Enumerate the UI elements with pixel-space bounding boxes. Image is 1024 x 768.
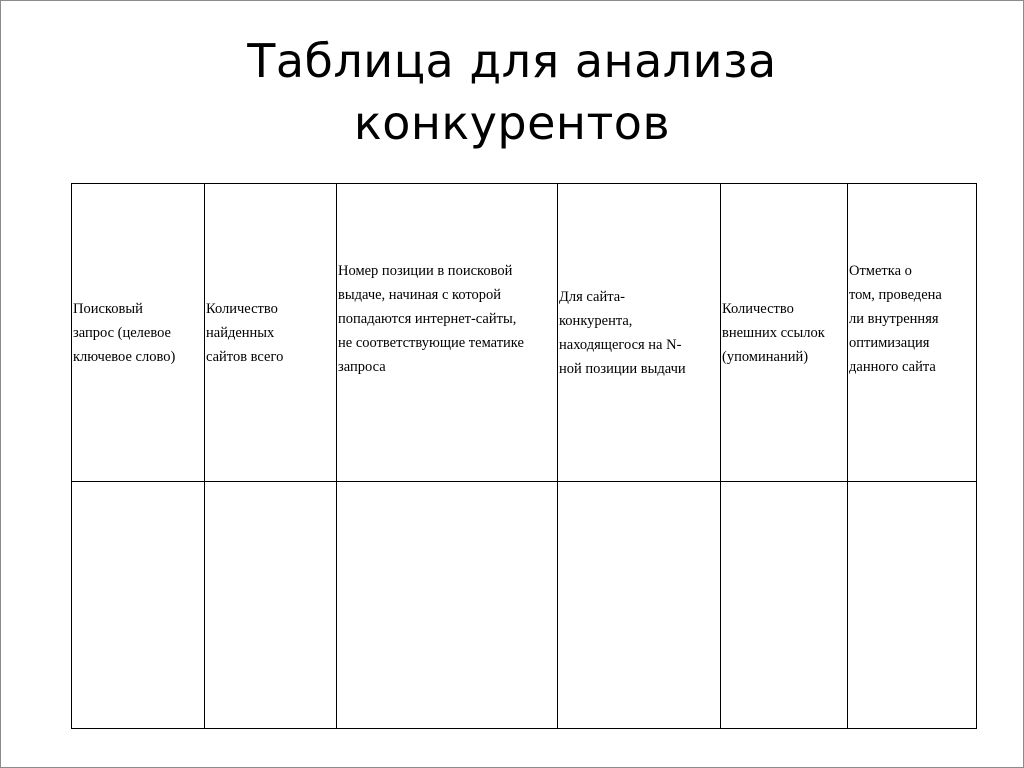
header-text-position-number: Номер позиции в поисковой выдаче, начиная с которой попадаются интернет-сайты, не соответствующие тематике запроса [338, 262, 524, 375]
slide-title [0, 30, 1024, 154]
table-cell [721, 482, 848, 729]
table-cell [337, 482, 558, 729]
header-cell-competitor-site [558, 184, 721, 482]
header-cell-external-links [721, 184, 848, 482]
header-cell-search-query [72, 184, 205, 482]
header-text-search-query: Поисковый запрос (целевое ключевое слово) [73, 300, 176, 365]
table-cell [848, 482, 977, 729]
header-cell-sites-found [205, 184, 337, 482]
table-cell [558, 482, 721, 729]
slide-title-line-1: Таблица для анализа [247, 34, 777, 88]
competitor-analysis-table [71, 183, 977, 729]
header-text-optimization-mark: Отметка о том, проведена ли внутренняя оптимизация данного сайта [849, 262, 942, 375]
header-cell-position-number [337, 184, 558, 482]
slide-title-line-2: конкурентов [353, 96, 671, 150]
table-cell [205, 482, 337, 729]
header-text-competitor-site: Для сайта- конкурента, находящегося на N- ной позиции выдачи [559, 288, 686, 377]
header-cell-optimization-mark [848, 184, 977, 482]
header-text-external-links: Количество внешних ссылок (упоминаний) [722, 300, 825, 365]
table-cell [72, 482, 205, 729]
table-row [72, 482, 977, 729]
header-text-sites-found: Количество найденных сайтов всего [206, 300, 284, 365]
table-header-row [72, 184, 977, 482]
